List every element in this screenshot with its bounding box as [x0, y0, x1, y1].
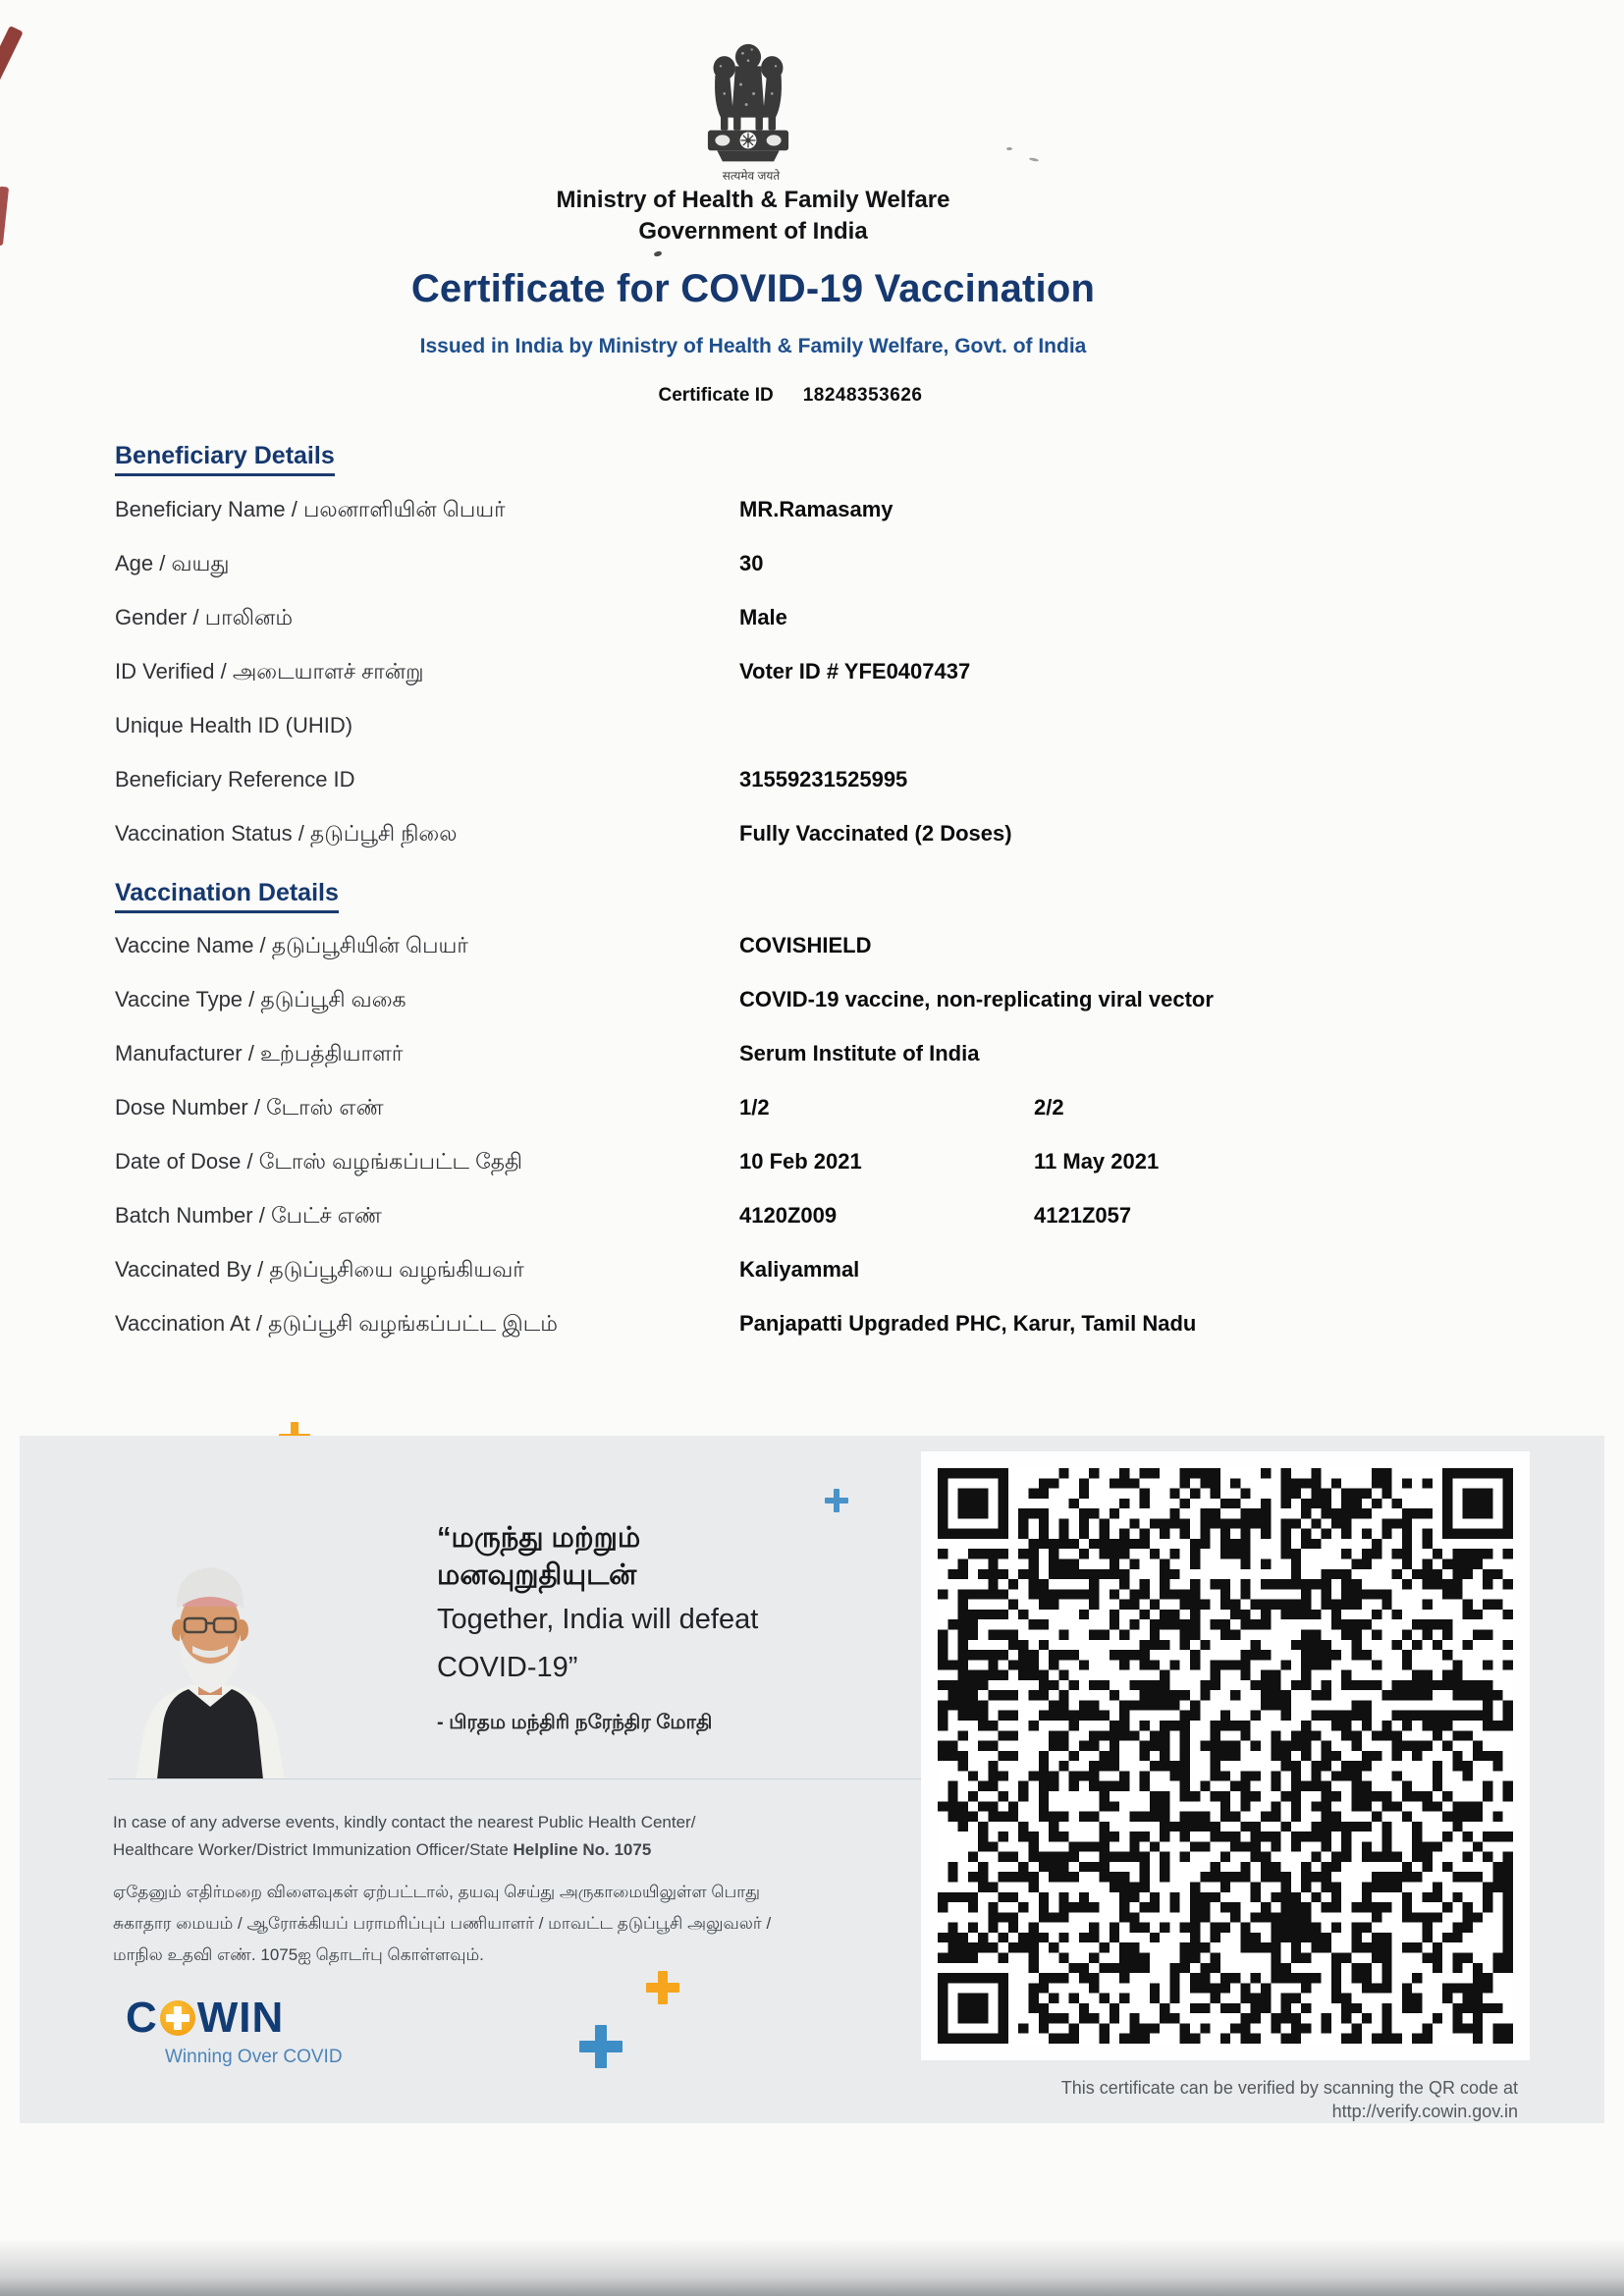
ministry-name: Ministry of Health & Family Welfare	[556, 187, 950, 213]
detail-row	[115, 713, 1519, 767]
india-emblem-icon	[693, 29, 803, 172]
vaccination-section-title: Vaccination Details	[115, 879, 339, 913]
field-label: Manufacturer / உற்பத்தியாளர்	[115, 1041, 404, 1066]
detail-row	[115, 1095, 1519, 1149]
scan-artifact	[1006, 147, 1012, 150]
advisory-tamil-line1: ஏதேனும் எதிர்மறை விளைவுகள் ஏற்பட்டால், தயவு செய்து அருகாமையிலுள்ள பொது	[113, 1883, 760, 1901]
pm-modi-photo	[106, 1542, 314, 1784]
blue-plus-icon	[579, 2025, 623, 2068]
government-name: Government of India	[638, 218, 868, 245]
field-value-dose2: 2/2	[1034, 1095, 1064, 1120]
advisory-tamil-line3: மாநில உதவி எண். 1075ஐ தொடர்பு கொள்ளவும்.	[113, 1945, 484, 1964]
field-value: Fully Vaccinated (2 Doses)	[739, 821, 1012, 846]
field-value: Kaliyammal	[739, 1257, 860, 1282]
quote-english-line2: COVID-19”	[437, 1652, 578, 1684]
vaccination-rows	[115, 933, 1519, 1365]
qr-code	[938, 1468, 1513, 2044]
detail-row	[115, 987, 1519, 1041]
detail-row	[115, 551, 1519, 605]
cowin-banner	[20, 1436, 1604, 2123]
detail-row	[115, 821, 1519, 875]
field-label: Vaccinated By / தடுப்பூசியை வழங்கியவர்	[115, 1257, 524, 1282]
field-value-dose2: 11 May 2021	[1034, 1149, 1160, 1174]
advisory-tamil	[113, 1877, 771, 1971]
quote-english-line1: Together, India will defeat	[437, 1604, 759, 1636]
verify-line2: http://verify.cowin.gov.in	[1331, 2102, 1518, 2122]
detail-row	[115, 497, 1519, 551]
cowin-logo-win: WIN	[196, 1994, 285, 2042]
qr-panel	[921, 1451, 1530, 2060]
certificate-title: Certificate for COVID-19 Vaccination	[410, 267, 1096, 310]
scan-shadow	[0, 2239, 1624, 2296]
certificate-subtitle: Issued in India by Ministry of Health & Family Welfare, Govt. of India	[419, 335, 1087, 357]
field-value: COVID-19 vaccine, non-replicating viral vector	[739, 987, 1214, 1011]
field-label: Unique Health ID (UHID)	[115, 713, 353, 738]
field-label: Dose Number / டோஸ் எண்	[115, 1095, 384, 1120]
field-value: MR.Ramasamy	[739, 497, 893, 521]
verify-line1: This certificate can be verified by scanning the QR code at	[1060, 2078, 1518, 2098]
scan-artifact	[1029, 157, 1039, 162]
advisory-english-line1: In case of any adverse events, kindly contact the nearest Public Health Center/	[113, 1813, 696, 1831]
cowin-tagline: Winning Over COVID	[165, 2047, 343, 2067]
field-value: Voter ID # YFE0407437	[739, 659, 971, 683]
detail-row	[115, 1041, 1519, 1095]
quote-tamil-line1: “மருந்து மற்றும்	[437, 1522, 641, 1554]
detail-row	[115, 1149, 1519, 1203]
advisory-english-line2: Healthcare Worker/District Immunization Officer/State Helpline No. 1075	[113, 1840, 652, 1860]
emblem-motto: सत्यमेव जयते	[722, 169, 781, 183]
field-label: Vaccine Type / தடுப்பூசி வகை	[115, 987, 406, 1011]
field-label: Batch Number / பேட்ச் எண்	[115, 1203, 382, 1228]
field-label: Beneficiary Name / பலனாளியின் பெயர்	[115, 497, 506, 521]
field-value: COVISHIELD	[739, 933, 872, 957]
field-label: ID Verified / அடையாளச் சான்று	[115, 659, 424, 683]
detail-row	[115, 1311, 1519, 1365]
pm-quote	[437, 1520, 947, 1736]
detail-row	[115, 933, 1519, 987]
field-label: Gender / பாலினம்	[115, 605, 294, 629]
certificate-id-label: Certificate ID	[658, 385, 774, 406]
cowin-logo-c: C	[126, 1994, 158, 2042]
field-value: Serum Institute of India	[739, 1041, 980, 1066]
helpline-number: Helpline No. 1075	[513, 1840, 652, 1860]
field-label: Vaccination Status / தடுப்பூசி நிலை	[115, 821, 458, 846]
detail-row	[115, 1203, 1519, 1257]
detail-row	[115, 605, 1519, 659]
field-value: 31559231525995	[739, 767, 908, 792]
quote-attribution: - பிரதம மந்திரி நரேந்திர மோதி	[437, 1712, 713, 1734]
certificate-id-value: 18248353626	[802, 385, 923, 406]
field-value: Panjapatti Upgraded PHC, Karur, Tamil Nadu	[739, 1311, 1197, 1336]
cowin-logo	[126, 1994, 343, 2068]
field-value-dose2: 4121Z057	[1034, 1203, 1132, 1228]
field-label: Date of Dose / டோஸ் வழங்கப்பட்ட தேதி	[115, 1149, 523, 1174]
field-value: 1/2	[739, 1095, 770, 1120]
field-label: Beneficiary Reference ID	[115, 767, 355, 792]
cowin-plus-icon	[160, 2000, 195, 2036]
field-value: 10 Feb 2021	[739, 1149, 862, 1174]
field-label: Age / வயது	[115, 551, 230, 575]
orange-plus-icon	[646, 1971, 679, 2004]
detail-row	[115, 767, 1519, 821]
quote-tamil-line2: மனவுறுதியுடன்	[437, 1558, 637, 1591]
banner-divider	[108, 1778, 938, 1779]
advisory-english	[113, 1809, 695, 1864]
beneficiary-rows	[115, 497, 1519, 875]
blue-plus-icon	[825, 1489, 848, 1512]
verify-note	[921, 2076, 1518, 2124]
scan-artifact	[0, 26, 24, 90]
advisory-tamil-line2: சுகாதார மையம் / ஆரோக்கியப் பராமரிப்புப் பணியாளர் / மாவட்ட தடுப்பூசி அலுவலர் /	[113, 1914, 772, 1933]
beneficiary-section-title: Beneficiary Details	[115, 442, 335, 476]
scan-artifact	[653, 250, 662, 257]
field-label: Vaccination At / தடுப்பூசி வழங்கப்பட்ட இடம்	[115, 1311, 558, 1336]
field-value: 30	[739, 551, 764, 575]
field-label: Vaccine Name / தடுப்பூசியின் பெயர்	[115, 933, 468, 957]
field-value: Male	[739, 605, 787, 629]
field-value: 4120Z009	[739, 1203, 838, 1228]
certificate-id-line	[0, 385, 1581, 407]
detail-row	[115, 659, 1519, 713]
